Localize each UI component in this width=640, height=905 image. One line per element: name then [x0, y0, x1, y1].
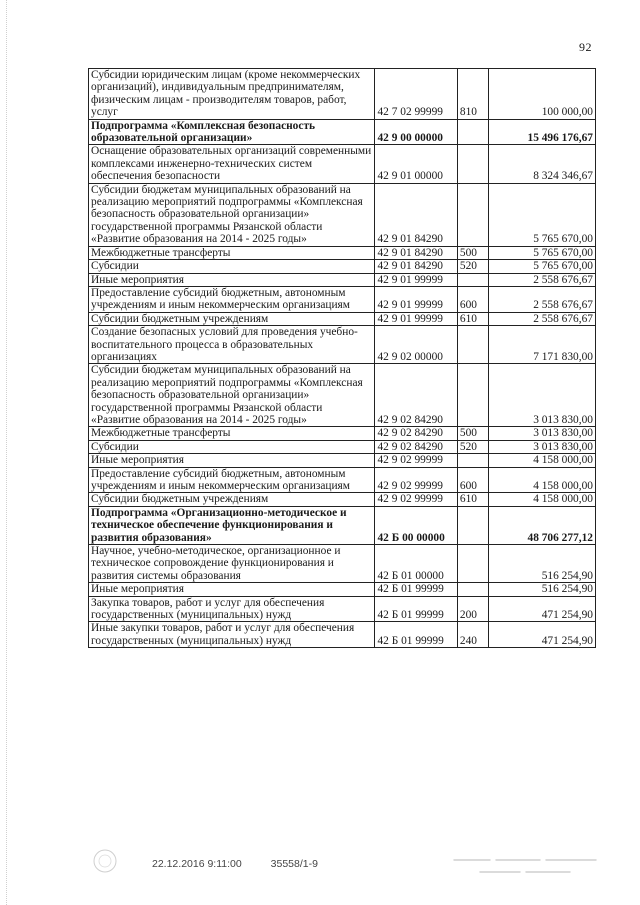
row-code-cell: 42 9 02 84290 — [375, 364, 457, 427]
row-type-cell: 520 — [457, 440, 488, 453]
row-name-cell: Закупка товаров, работ и услуг для обеспечения государственных (муниципальных) нужд — [89, 596, 375, 622]
row-code-cell: 42 9 02 99999 — [375, 454, 457, 467]
table-row — [89, 583, 596, 596]
row-amount-cell: 2 558 676,67 — [488, 286, 595, 312]
footer-doc-id: 35558/1-9 — [270, 858, 318, 870]
budget-table-body — [89, 69, 596, 648]
row-code-cell: 42 9 00 00000 — [375, 119, 457, 145]
row-name-cell: Предоставление субсидий бюджетным, автономным учреждениям и иным некоммерческим организациям — [89, 467, 375, 493]
row-type-cell: 810 — [457, 69, 488, 120]
footer-datetime: 22.12.2016 9:11:00 — [152, 858, 242, 870]
row-amount-cell: 4 158 000,00 — [488, 454, 595, 467]
row-code-cell: 42 9 01 84290 — [375, 260, 457, 273]
table-row — [89, 467, 596, 493]
row-code-cell: 42 Б 01 99999 — [375, 596, 457, 622]
table-row — [89, 440, 596, 453]
row-code-cell: 42 9 02 99999 — [375, 467, 457, 493]
row-amount-cell: 5 765 670,00 — [488, 246, 595, 259]
row-type-cell: 610 — [457, 493, 488, 506]
table-row — [89, 493, 596, 506]
row-name-cell: Предоставление субсидий бюджетным, автономным учреждениям и иным некоммерческим организациям — [89, 286, 375, 312]
row-type-cell: 240 — [457, 622, 488, 648]
row-name-cell: Создание безопасных условий для проведения учебно-воспитательного процесса в образовательных организациях — [89, 326, 375, 364]
table-row — [89, 246, 596, 259]
row-name-cell: Оснащение образовательных организаций современными комплексами инженерно-технических систем обеспечения безопасности — [89, 145, 375, 183]
row-type-cell — [457, 583, 488, 596]
row-amount-cell: 15 496 176,67 — [488, 119, 595, 145]
row-amount-cell: 3 013 830,00 — [488, 440, 595, 453]
row-type-cell — [457, 183, 488, 246]
row-code-cell: 42 9 01 99999 — [375, 312, 457, 325]
row-name-cell: Субсидии юридическим лицам (кроме некоммерческих организаций), индивидуальным предпринимателям, физическим лицам - производителям товаров, работ, услуг — [89, 69, 375, 120]
row-name-cell: Иные мероприятия — [89, 454, 375, 467]
faded-stamp-icon — [450, 852, 600, 882]
row-amount-cell: 471 254,90 — [488, 622, 595, 648]
row-name-cell: Иные закупки товаров, работ и услуг для обеспечения государственных (муниципальных) нужд — [89, 622, 375, 648]
table-row — [89, 326, 596, 364]
row-amount-cell: 516 254,90 — [488, 545, 595, 583]
row-code-cell: 42 Б 01 99999 — [375, 622, 457, 648]
row-name-cell: Иные мероприятия — [89, 583, 375, 596]
row-type-cell — [457, 326, 488, 364]
row-code-cell: 42 9 01 84290 — [375, 183, 457, 246]
table-row — [89, 183, 596, 246]
row-amount-cell: 4 158 000,00 — [488, 493, 595, 506]
row-type-cell — [457, 145, 488, 183]
row-code-cell: 42 9 01 00000 — [375, 145, 457, 183]
row-amount-cell: 48 706 277,12 — [488, 506, 595, 544]
row-name-cell: Подпрограмма «Организационно-методическое и техническое обеспечение функционирования и развития образования» — [89, 506, 375, 544]
row-type-cell: 600 — [457, 286, 488, 312]
row-type-cell: 610 — [457, 312, 488, 325]
table-row — [89, 286, 596, 312]
row-amount-cell: 2 558 676,67 — [488, 312, 595, 325]
table-row — [89, 622, 596, 648]
row-code-cell: 42 9 02 84290 — [375, 440, 457, 453]
row-name-cell: Субсидии бюджетам муниципальных образований на реализацию мероприятий подпрограммы «Комплексная безопасность образовательной организации» государственной программы Рязанской области «Развитие образования на 2014 - 2025 годы» — [89, 183, 375, 246]
table-row — [89, 312, 596, 325]
table-row — [89, 364, 596, 427]
row-name-cell: Субсидии — [89, 440, 375, 453]
row-name-cell: Подпрограмма «Комплексная безопасность образовательной организации» — [89, 119, 375, 145]
row-amount-cell: 5 765 670,00 — [488, 183, 595, 246]
page-margin-edge — [0, 0, 7, 905]
document-footer — [152, 858, 344, 870]
table-row — [89, 454, 596, 467]
row-type-cell — [457, 506, 488, 544]
row-amount-cell: 3 013 830,00 — [488, 427, 595, 440]
table-row — [89, 596, 596, 622]
table-row — [89, 119, 596, 145]
row-amount-cell: 5 765 670,00 — [488, 260, 595, 273]
row-code-cell: 42 Б 01 99999 — [375, 583, 457, 596]
row-amount-cell: 516 254,90 — [488, 583, 595, 596]
row-type-cell: 600 — [457, 467, 488, 493]
row-name-cell: Межбюджетные трансферты — [89, 427, 375, 440]
page-number: 92 — [579, 40, 592, 54]
row-amount-cell: 2 558 676,67 — [488, 273, 595, 286]
row-type-cell: 200 — [457, 596, 488, 622]
table-row — [89, 145, 596, 183]
row-type-cell: 500 — [457, 427, 488, 440]
row-name-cell: Межбюджетные трансферты — [89, 246, 375, 259]
row-name-cell: Научное, учебно-методическое, организационное и техническое сопровождение функционирования и развития системы образования — [89, 545, 375, 583]
row-amount-cell: 8 324 346,67 — [488, 145, 595, 183]
row-name-cell: Субсидии бюджетным учреждениям — [89, 312, 375, 325]
row-code-cell: 42 9 01 99999 — [375, 286, 457, 312]
row-type-cell — [457, 119, 488, 145]
row-type-cell — [457, 545, 488, 583]
row-amount-cell: 3 013 830,00 — [488, 364, 595, 427]
row-code-cell: 42 Б 00 00000 — [375, 506, 457, 544]
row-code-cell: 42 7 02 99999 — [375, 69, 457, 120]
row-type-cell — [457, 273, 488, 286]
row-code-cell: 42 9 01 84290 — [375, 246, 457, 259]
row-type-cell: 500 — [457, 246, 488, 259]
row-code-cell: 42 Б 01 00000 — [375, 545, 457, 583]
table-row — [89, 69, 596, 120]
table-row — [89, 506, 596, 544]
table-row — [89, 260, 596, 273]
row-type-cell — [457, 454, 488, 467]
table-row — [89, 545, 596, 583]
row-code-cell: 42 9 02 00000 — [375, 326, 457, 364]
row-amount-cell: 4 158 000,00 — [488, 467, 595, 493]
row-name-cell: Субсидии бюджетам муниципальных образований на реализацию мероприятий подпрограммы «Комплексная безопасность образовательной организации» государственной программы Рязанской области «Развитие образования на 2014 - 2025 годы» — [89, 364, 375, 427]
row-name-cell: Субсидии — [89, 260, 375, 273]
table-row — [89, 427, 596, 440]
row-type-cell: 520 — [457, 260, 488, 273]
table-row — [89, 273, 596, 286]
row-amount-cell: 7 171 830,00 — [488, 326, 595, 364]
row-code-cell: 42 9 01 99999 — [375, 273, 457, 286]
budget-table — [88, 68, 596, 648]
row-type-cell — [457, 364, 488, 427]
row-amount-cell: 100 000,00 — [488, 69, 595, 120]
row-amount-cell: 471 254,90 — [488, 596, 595, 622]
row-name-cell: Субсидии бюджетным учреждениям — [89, 493, 375, 506]
row-code-cell: 42 9 02 84290 — [375, 427, 457, 440]
seal-icon — [92, 848, 118, 874]
row-name-cell: Иные мероприятия — [89, 273, 375, 286]
row-code-cell: 42 9 02 99999 — [375, 493, 457, 506]
